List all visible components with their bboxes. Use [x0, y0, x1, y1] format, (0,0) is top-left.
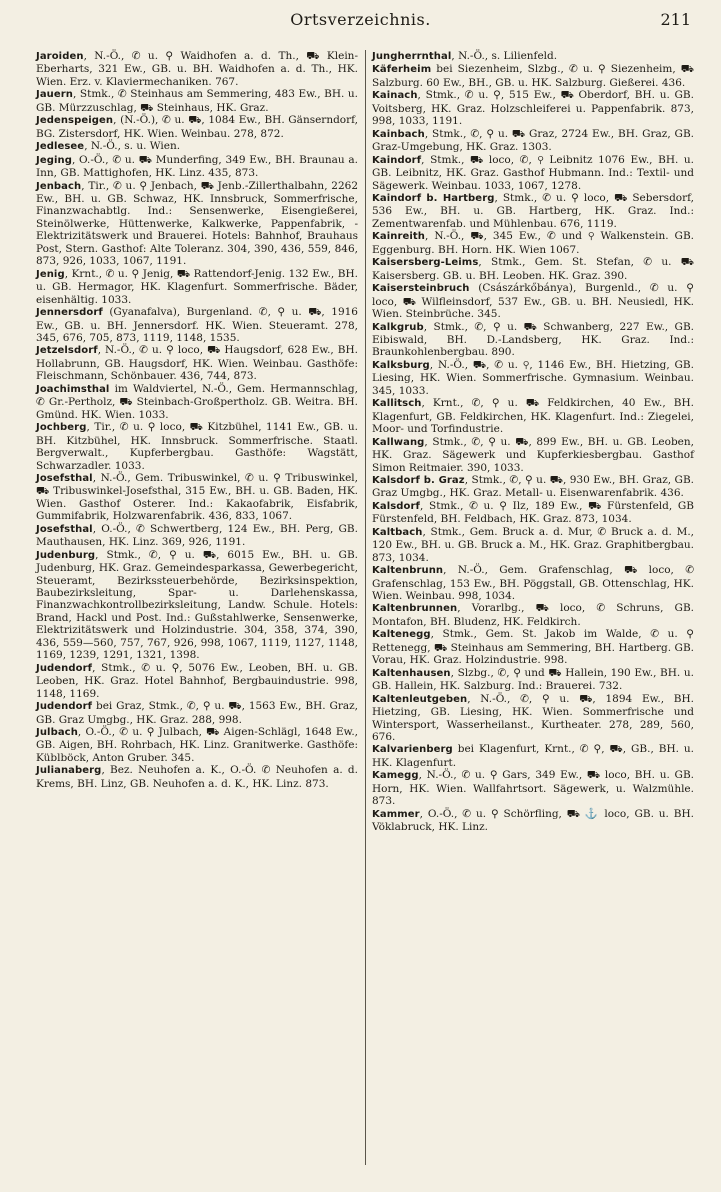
entry-text: , O.-Ö., ✆ u. ⚲ Julbach, ⛟ Aigen-Schlägl, 1648 Ew., GB. Aigen, BH. Rohrbach, HK. Linz. Granitwerke. Gasthöfe: Küblböck, Anton Gruber. 345.	[36, 726, 358, 764]
index-entry	[36, 700, 358, 726]
entry-keyword: Jetzelsdorf	[36, 345, 98, 357]
entry-text: , Stmk., ✆, ⚲ u. ⛟ Schwanberg, 227 Ew., GB. Eibiswald, BH. D.-Landsberg, HK. Graz. Ind.: Braunkohlenbergbau. 890.	[372, 320, 694, 359]
entry-text: , N.-Ö., s. u. Wien.	[84, 140, 181, 153]
entry-keyword: Kaltbach	[372, 526, 423, 538]
entry-text: , N.-Ö., Gem. Grafenschlag, ⛟ loco, ✆ Grafenschlag, 153 Ew., BH. Pöggstall, GB. Ottenschlag, HK. Wien. Weinbau. 998, 1034.	[372, 564, 694, 603]
entry-text: im Waldviertel, N.-Ö., Gem. Hermannschlag, ✆ Gr.-Pertholz, ⛟ Steinbach-Großpertholz. GB. Weitra. BH. Gmünd. HK. Wien. 1033.	[36, 382, 358, 421]
entry-keyword: Kallitsch	[372, 398, 422, 410]
index-entry	[372, 397, 694, 435]
entry-keyword: Jaroiden	[36, 51, 84, 62]
entry-keyword: Kallwang	[372, 436, 425, 448]
entry-text: (Császárkőbánya), Burgenld., ✆ u. ⚲ loco, ⛟ Wilfleinsdorf, 537 Ew., GB. u. BH. Neusiedl, HK. Wien. Steinbrüche. 345.	[372, 282, 694, 321]
index-entry	[372, 500, 694, 526]
entry-text: , N.-Ö., Gem. Tribuswinkel, ✆ u. ⚲ Tribuswinkel, ⛟ Tribuswinkel-Josefsthal, 315 Ew., BH. u. GB. Baden, HK. Wien. Gasthof Osterer. Ind.: Kakaofabrik, Eisfabrik, Gummifabrik, Holzwarenfabrik. 436, 833, 1067.	[36, 471, 358, 523]
entry-keyword: Kaltenhausen	[372, 667, 451, 679]
entry-keyword: Kaltenleutgeben	[372, 693, 468, 705]
entry-keyword: Jedlesee	[36, 141, 85, 153]
entry-keyword: Kalsdorf b. Graz	[372, 474, 465, 486]
entry-text: , Stmk., Gem. St. Jakob im Walde, ✆ u. ⚲ Rettenegg, ⛟ Steinhaus am Semmering, BH. Hartberg. GB. Vorau, HK. Graz. Holzindustrie. 998.	[372, 628, 694, 667]
page-title: Ortsverzeichnis.	[290, 10, 431, 29]
entry-keyword: Kamegg	[372, 770, 419, 782]
entry-keyword: Jedenspeigen	[36, 115, 114, 127]
entry-text: , Vorarlbg., ⛟ loco, ✆ Schruns, GB. Montafon, BH. Bludenz, HK. Feldkirch.	[372, 602, 694, 628]
entry-text: bei Siezenheim, Slzbg., ✆ u. ⚲ Siezenheim, ⛟ Salzburg. 60 Ew., BH., GB. u. HK. Salzburg. Gießerei. 436.	[372, 63, 694, 89]
entry-keyword: Kalvarienberg	[372, 744, 453, 756]
entry-keyword: Kaltenbrunn	[372, 565, 444, 577]
index-entry	[372, 769, 694, 807]
index-entry	[372, 63, 694, 89]
entry-keyword: Kainbach	[372, 128, 425, 140]
index-entry	[372, 808, 694, 834]
entry-keyword: Käferheim	[372, 64, 432, 76]
index-entry	[372, 321, 694, 359]
entry-text: , Stmk., ✆, ⚲ u. ⛟, 6015 Ew., BH. u. GB. Judenburg, HK. Graz. Gemeindesparkassa, Gewerbegericht, Steueramt, Bezirkssteuerbehörde, Bezirksinspektion, Baubezirksleitung, Spar- u. Darlehenskassa, Finanzwachkontrollbezirksleitung, Landw. Schule. Hotels: Brand, Hackl und Post. Ind.: Gußstahlwerke, Sensenwerke, Elektrizitätswerk und Holzindustrie. 304, 358, 374, 390, 436, 559—560, 757, 767, 926, 998, 1067, 1119, 1127, 1148, 1169, 1239, 1291, 1321, 1398.	[36, 548, 358, 662]
index-entry	[372, 602, 694, 628]
index-entry	[36, 306, 358, 344]
entry-text: , N.-Ö., ✆ u. ⚲ Waidhofen a. d. Th., ⛟ Klein-Eberharts, 321 Ew., GB. u. BH. Waidhofen a. d. Th., HK. Wien. Erz. v. Klaviermechaniken. 767.	[36, 50, 358, 88]
page-number: 211	[660, 10, 691, 29]
index-entry	[36, 662, 358, 700]
index-entry	[372, 564, 694, 602]
index-entry	[372, 436, 694, 474]
index-entry	[372, 693, 694, 744]
index-entry	[372, 628, 694, 666]
index-entry	[372, 154, 694, 192]
index-entry	[372, 359, 694, 397]
entry-keyword: Kainach	[372, 90, 418, 102]
entry-text: , Slzbg., ✆, ⚲ und ⛟ Hallein, 190 Ew., BH. u. GB. Hallein, HK. Salzburg. Ind.: Brauerei. 732.	[372, 666, 694, 693]
entry-text: , Stmk., ⛟ loco, ✆, ⚲ Leibnitz 1076 Ew., BH. u. GB. Leibnitz, HK. Graz. Gasthof Hubmann. Ind.: Textil- und Sägewerk. Weinbau. 1033, 1067, 1278.	[372, 153, 694, 192]
entry-keyword: Jeging	[36, 154, 72, 166]
entry-text: , O.-Ö., ✆ u. ⚲ Schörfling, ⛟ ⚓ loco, GB. u. BH. Vöklabruck, HK. Linz.	[372, 807, 694, 834]
entry-keyword: Kainreith	[372, 231, 425, 243]
index-entry	[372, 256, 694, 282]
index-entry	[36, 50, 358, 88]
entry-keyword: Jungherrnthal	[372, 51, 452, 62]
entry-text: , Stmk., Gem. St. Stefan, ✆ u. ⛟ Kaisersberg. GB. u. BH. Leoben. HK. Graz. 390.	[372, 256, 694, 282]
entry-text: bei Klagenfurt, Krnt., ✆ ⚲, ⛟, GB., BH. u. HK. Klagenfurt.	[372, 743, 694, 769]
index-entry	[36, 421, 358, 472]
entry-keyword: Jenig	[36, 268, 65, 280]
index-entry	[36, 764, 358, 790]
entry-text: , Tir., ✆ u. ⚲ loco, ⛟ Kitzbühel, 1141 Ew., GB. u. BH. Kitzbühel, HK. Innsbruck. Sommerfrische. Staatl. Bergverwalt., Kupferbergbau. Gasthöfe: Wagstätt, Schwarzadler. 1033.	[36, 421, 358, 472]
index-entry	[36, 268, 358, 306]
entry-text: , Stmk., ✆ u. ⚲, 5076 Ew., Leoben, BH. u. GB. Leoben, HK. Graz. Hotel Bahnhof, Bergbauindustrie. 998, 1148, 1169.	[36, 661, 358, 700]
entry-text: , N.-Ö., ⛟, ✆ u. ⚲, 1146 Ew., BH. Hietzing, GB. Liesing, HK. Wien. Sommerfrische. Gymnasium. Weinbau. 345, 1033.	[372, 358, 694, 397]
index-entry	[372, 50, 694, 63]
entry-keyword: Kammer	[372, 808, 420, 820]
entry-keyword: Julbach	[36, 727, 78, 739]
index-entry	[36, 523, 358, 549]
entry-keyword: Jenbach	[36, 180, 82, 192]
index-entry	[36, 88, 358, 114]
entry-text: , Stmk., ✆ u. ⚲ loco, ⛟ Sebersdorf, 536 Ew., BH. u. GB. Hartberg, HK. Graz. Ind.: Zementwarenfab. und Mühlenbau. 676, 1119.	[372, 191, 694, 230]
entry-text: (Gyanafalva), Burgenland. ✆, ⚲ u. ⛟, 1916 Ew., GB. u. BH. Jennersdorf. HK. Wien. Steueramt. 278, 345, 676, 705, 873, 1119, 1148, 1535.	[36, 306, 358, 344]
entry-text: , Stmk., ✆, ⚲ u. ⛟, 899 Ew., BH. u. GB. Leoben, HK. Graz. Sägewerk und Kupferkiesbergbau. Gasthof Simon Reitmaier. 390, 1033.	[372, 435, 694, 474]
entry-keyword: Kaltenegg	[372, 629, 431, 641]
left-column	[36, 50, 358, 790]
index-entry	[372, 526, 694, 564]
entry-text: , (N.-Ö.), ✆ u. ⛟, 1084 Ew., BH. Gänserndorf, BG. Zistersdorf, HK. Wien. Weinbau. 278, 872.	[36, 114, 358, 140]
entry-text: , Stmk., ✆ u. ⚲, 515 Ew., ⛟ Oberdorf, BH. u. GB. Voitsberg, HK. Graz. Holzschleiferei u. Pappenfabrik. 873, 998, 1033, 1191.	[372, 89, 694, 128]
entry-keyword: Josefsthal	[36, 472, 93, 484]
entry-keyword: Kaltenbrunnen	[372, 603, 458, 615]
index-entry	[372, 474, 694, 500]
entry-keyword: Kaindorf b. Hartberg	[372, 192, 495, 204]
index-entry	[372, 192, 694, 230]
index-entry	[372, 89, 694, 127]
entry-text: , Stmk., ✆ u. ⚲ Ilz, 189 Ew., ⛟ Fürstenfeld, GB Fürstenfeld, BH. Feldbach, HK. Graz. 873, 1034.	[372, 499, 694, 526]
entry-keyword: Kalkgrub	[372, 321, 424, 333]
entry-text: , N.-Ö., ✆ u. ⚲ loco, ⛟ Haugsdorf, 628 Ew., BH. Hollabrunn, GB. Haugsdorf, HK. Wien. Weinbau. Gasthöfe: Fleischmann, Schönbauer. 436, 744, 873.	[36, 344, 358, 383]
index-entry	[36, 383, 358, 421]
entry-text: , Tir., ✆ u. ⚲ Jenbach, ⛟ Jenb.-Zillerthalbahn, 2262 Ew., BH. u. GB. Schwaz, HK. Innsbruck, Sommerfrische, Finanzwachabtlg. Ind.: Sensenwerke, Eisengießerei, Steinölwerke, Hüttenwerke, Kalkwerke, Pappenfabrik, - Elektrizitätswerk und Brauerei. Hotels: Bahnhof, Brauhaus Post, Stern. Gasthof: Alte Toleranz. 304, 390, 436, 559, 846, 873, 926, 1033, 1067, 1191.	[36, 179, 358, 268]
index-entry	[36, 344, 358, 382]
entry-text: , Krnt., ✆, ⚲ u. ⛟ Feldkirchen, 40 Ew., BH. Klagenfurt, GB. Feldkirchen, HK. Klagenfurt. Ind.: Ziegelei, Moor- und Torfindustrie.	[372, 397, 694, 436]
index-entry	[372, 667, 694, 693]
entry-keyword: Jennersdorf	[36, 307, 103, 319]
index-entry	[36, 726, 358, 764]
index-entry	[36, 114, 358, 140]
entry-text: , N.-Ö., s. Lilienfeld.	[451, 50, 558, 62]
index-entry	[36, 472, 358, 523]
entry-text: , Stmk., ✆, ⚲ u. ⛟, 930 Ew., BH. Graz, GB. Graz Umgbg., HK. Graz. Metall- u. Eisenwarenfabrik. 436.	[372, 473, 695, 500]
entry-text: , Stmk., ✆ Steinhaus am Semmering, 483 Ew., BH. u. GB. Mürzzuschlag, ⛟ Steinhaus, HK. Graz.	[36, 88, 358, 114]
entry-keyword: Judenburg	[36, 549, 96, 561]
entry-text: , N.-Ö., ✆, ⚲ u. ⛟, 1894 Ew., BH. Hietzing, GB. Liesing, HK. Wien. Sommerfrische und Wintersport, Wasserheilanst., Kurtheater. 278, 289, 560, 676.	[372, 692, 694, 744]
entry-text: , Krnt., ✆ u. ⚲ Jenig, ⛟ Rattendorf-Jenig. 132 Ew., BH. u. GB. Hermagor, HK. Klagenfurt. Sommerfrische. Bäder, eisenhältig. 1033.	[36, 267, 358, 306]
page-header	[0, 8, 721, 38]
entry-keyword: Kalsdorf	[372, 500, 420, 512]
index-entry	[372, 743, 694, 769]
entry-keyword: Kalksburg	[372, 359, 430, 371]
entry-text: , Stmk., ✆, ⚲ u. ⛟ Graz, 2724 Ew., BH. Graz, GB. Graz-Umgebung, HK. Graz. 1303.	[372, 127, 694, 154]
entry-keyword: Jauern	[36, 89, 74, 101]
index-columns	[36, 50, 695, 1165]
entry-keyword: Judendorf	[36, 701, 93, 713]
entry-keyword: Judendorf	[36, 662, 93, 674]
entry-text: , O.-Ö., ✆ Schwertberg, 124 Ew., BH. Perg, GB. Mauthausen, HK. Linz. 369, 926, 1191.	[36, 522, 358, 549]
entry-keyword: Jochberg	[36, 422, 87, 434]
entry-text: bei Graz, Stmk., ✆, ⚲ u. ⛟, 1563 Ew., BH. Graz, GB. Graz Umgbg., HK. Graz. 288, 998.	[36, 700, 358, 726]
index-entry	[372, 282, 694, 320]
entry-keyword: Joachimsthal	[36, 383, 110, 395]
index-entry	[372, 230, 694, 256]
index-entry	[372, 128, 694, 154]
entry-keyword: Kaindorf	[372, 154, 422, 166]
index-entry	[36, 549, 358, 662]
entry-text: , Bez. Neuhofen a. K., O.-Ö. ✆ Neuhofen a. d. Krems, BH. Linz, GB. Neuhofen a. d. K., HK. Linz. 873.	[36, 764, 358, 790]
entry-text: , N.-Ö., ✆ u. ⚲ Gars, 349 Ew., ⛟ loco, BH. u. GB. Horn, HK. Wien. Wallfahrtsort. Sägewerk, u. Walzmühle. 873.	[372, 769, 694, 808]
entry-keyword: Julianaberg	[36, 765, 102, 777]
entry-text: , Stmk., Gem. Bruck a. d. Mur, ✆ Bruck a. d. M., 120 Ew., BH. u. GB. Bruck a. M., HK. Graz. Graphitbergbau. 873, 1034.	[372, 525, 694, 564]
index-entry	[36, 140, 358, 153]
right-column	[372, 50, 694, 834]
index-entry	[36, 180, 358, 268]
entry-keyword: Kaisersteinbruch	[372, 283, 470, 295]
entry-text: , N.-Ö., ⛟, 345 Ew., ✆ und ⚲ Walkenstein. GB. Eggenburg. BH. Horn. HK. Wien 1067.	[372, 230, 694, 256]
entry-text: , O.-Ö., ✆ u. ⛟ Munderfing, 349 Ew., BH. Braunau a. Inn, GB. Mattighofen, HK. Linz. 435, 873.	[36, 153, 358, 180]
entry-keyword: Josefsthal	[36, 523, 93, 535]
column-divider	[365, 50, 366, 1165]
entry-keyword: Kaisersberg-Leims	[372, 257, 479, 269]
index-entry	[36, 154, 358, 180]
